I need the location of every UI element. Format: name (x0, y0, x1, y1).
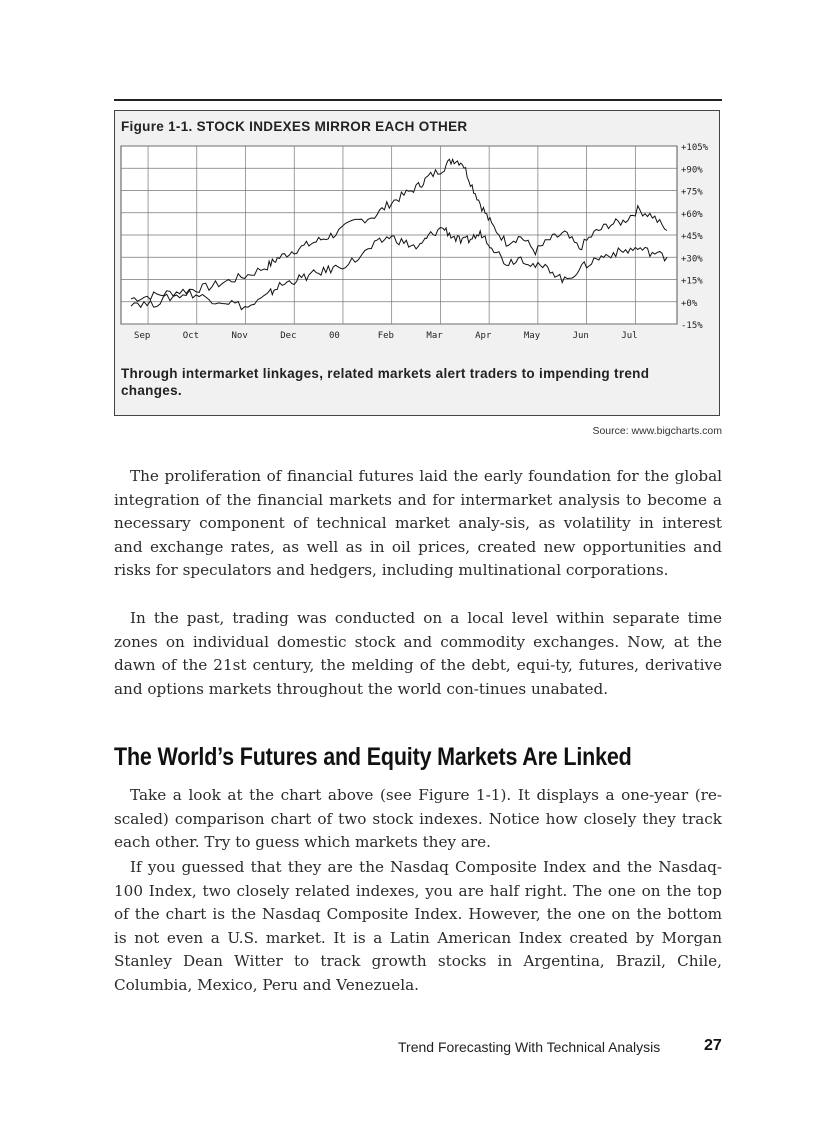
y-tick-label: +30% (681, 254, 703, 265)
x-tick-label: Sep (134, 331, 151, 341)
section-paragraph-1: Take a look at the chart above (see Figure 1-1). It displays a one-year (re-scaled) comparison chart of two stock indexes. Notice how closely they track each other. Try to guess which markets they are. (114, 786, 722, 852)
x-tick-label: Oct (182, 331, 200, 341)
section-paragraph-2: If you guessed that they are the Nasdaq Composite Index and the Nasdaq-100 Index, two closely related indexes, you are half right. The one on the top of the chart is the Nasdaq Composite Index. However, the one on the bottom is not even a U.S. market. It is a Latin American Index created by Morgan Stanley Dean Witter to track growth stocks in Argentina, Brazil, Chile, Columbia, Mexico, Peru and Venezuela. (114, 858, 722, 994)
figure-box (114, 110, 720, 416)
x-tick-label: Nov (231, 331, 248, 341)
y-tick-label: +105% (681, 143, 709, 153)
x-tick-label: Jun (572, 331, 589, 341)
y-tick-label: +90% (681, 165, 703, 176)
section-heading: The World’s Futures and Equity Markets Are Linked (114, 743, 632, 771)
running-footer-title: Trend Forecasting With Technical Analysis (398, 1039, 661, 1055)
x-tick-label: Feb (377, 331, 394, 341)
x-tick-label: May (523, 331, 541, 341)
top-rule (114, 99, 722, 101)
x-tick-label: 00 (328, 331, 340, 341)
y-tick-label: +0% (681, 298, 698, 309)
x-tick-label: Apr (475, 331, 492, 341)
y-tick-label: +75% (681, 187, 703, 198)
figure-source: Source: www.bigcharts.com (592, 425, 722, 437)
x-tick-label: Mar (426, 331, 443, 341)
paragraph-1: The proliferation of financial futures laid the early foundation for the global integration of the financial markets and for intermarket analysis to become a necessary component of technical market analy-sis, as volatility in interest and exchange rates, as well as in oil prices, created new opportunities and risks for speculators and hedgers, including multinational corporations. (114, 467, 722, 580)
paragraph-2: In the past, trading was conducted on a local level within separate time zones on individual domestic stock and commodity exchanges. Now, at the dawn of the 21st century, the melding of the debt, equi-ty, futures, derivative and options markets throughout the world con-tinues unabated. (114, 609, 722, 698)
figure-caption: Through intermarket linkages, related markets alert traders to impending trend changes. (121, 366, 650, 398)
y-tick-label: +15% (681, 276, 703, 287)
y-tick-label: +45% (681, 232, 703, 242)
x-tick-label: Jul (621, 331, 638, 341)
page-number: 27 (704, 1037, 722, 1054)
y-tick-label: -15% (681, 321, 703, 331)
x-tick-label: Dec (280, 331, 297, 341)
figure-title: Figure 1-1. STOCK INDEXES MIRROR EACH OTHER (121, 119, 468, 134)
y-tick-label: +60% (681, 209, 703, 220)
